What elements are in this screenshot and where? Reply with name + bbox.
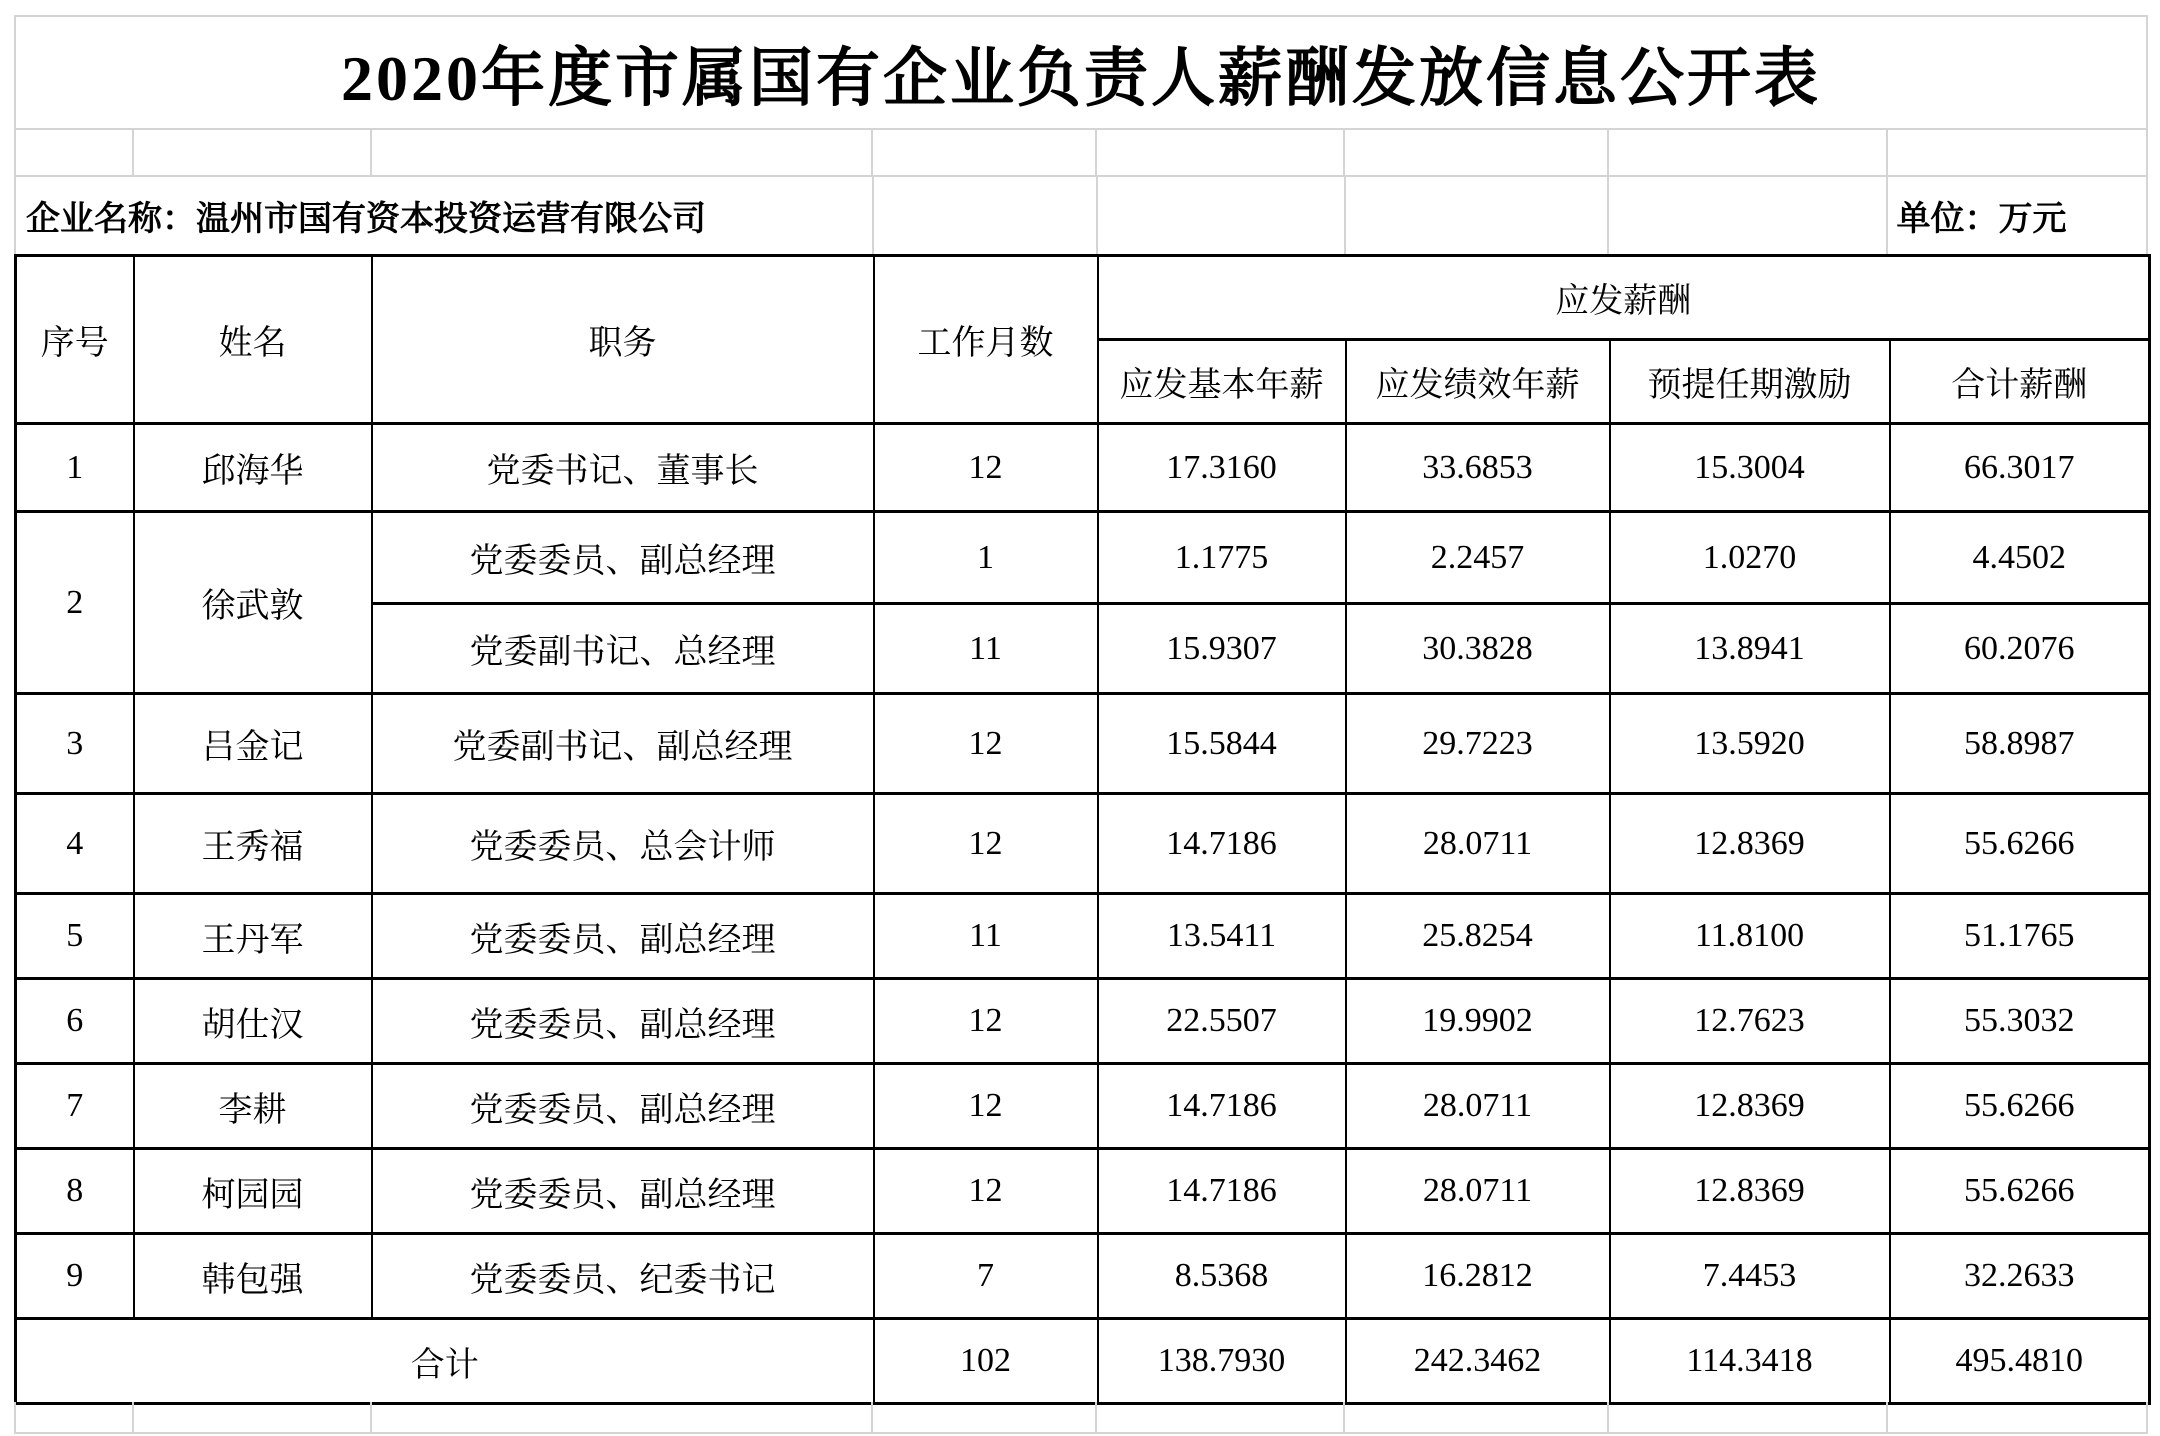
cell-incentive: 13.5920 bbox=[1610, 694, 1890, 794]
cell-months: 12 bbox=[874, 794, 1098, 894]
cell-incentive: 15.3004 bbox=[1610, 424, 1890, 512]
table-row bbox=[16, 979, 2150, 1064]
total-row bbox=[16, 1319, 2150, 1404]
col-header-name: 姓名 bbox=[134, 256, 372, 424]
cell-incentive: 12.7623 bbox=[1610, 979, 1890, 1064]
table-row bbox=[16, 794, 2150, 894]
cell-total: 51.1765 bbox=[1890, 894, 2150, 979]
grid-cell bbox=[1607, 177, 1886, 254]
cell-incentive: 13.8941 bbox=[1610, 604, 1890, 694]
unit-label: 单位：万元 bbox=[1886, 177, 2146, 254]
table-row bbox=[16, 894, 2150, 979]
cell-base: 22.5507 bbox=[1098, 979, 1346, 1064]
cell-months: 7 bbox=[874, 1234, 1098, 1319]
table-row bbox=[16, 1234, 2150, 1319]
cell-name: 李耕 bbox=[134, 1064, 372, 1149]
cell-total: 55.3032 bbox=[1890, 979, 2150, 1064]
cell-position: 党委委员、副总经理 bbox=[372, 1064, 874, 1149]
cell-seq: 8 bbox=[16, 1149, 134, 1234]
cell-seq: 3 bbox=[16, 694, 134, 794]
cell-name: 柯园园 bbox=[134, 1149, 372, 1234]
cell-name: 邱海华 bbox=[134, 424, 372, 512]
cell-seq: 4 bbox=[16, 794, 134, 894]
grid-cell bbox=[1888, 130, 2148, 175]
cell-total: 55.6266 bbox=[1890, 794, 2150, 894]
cell-months: 12 bbox=[874, 1064, 1098, 1149]
col-header-months: 工作月数 bbox=[874, 256, 1098, 424]
page-title: 2020年度市属国有企业负责人薪酬发放信息公开表 bbox=[341, 42, 1821, 114]
cell-name: 吕金记 bbox=[134, 694, 372, 794]
total-total: 495.4810 bbox=[1890, 1319, 2150, 1404]
cell-incentive: 12.8369 bbox=[1610, 1149, 1890, 1234]
grid-cell bbox=[873, 1402, 1097, 1432]
cell-base: 17.3160 bbox=[1098, 424, 1346, 512]
cell-total: 55.6266 bbox=[1890, 1064, 2150, 1149]
cell-position: 党委委员、副总经理 bbox=[372, 979, 874, 1064]
cell-position: 党委委员、副总经理 bbox=[372, 894, 874, 979]
cell-base: 8.5368 bbox=[1098, 1234, 1346, 1319]
grid-cell bbox=[1888, 1402, 2148, 1432]
total-incentive: 114.3418 bbox=[1610, 1319, 1890, 1404]
grid-cell bbox=[372, 130, 874, 175]
col-header-total: 合计薪酬 bbox=[1890, 340, 2150, 424]
cell-position: 党委副书记、副总经理 bbox=[372, 694, 874, 794]
cell-performance: 29.7223 bbox=[1346, 694, 1610, 794]
cell-incentive: 7.4453 bbox=[1610, 1234, 1890, 1319]
grid-cell bbox=[1345, 1402, 1609, 1432]
cell-total: 60.2076 bbox=[1890, 604, 2150, 694]
col-header-base: 应发基本年薪 bbox=[1098, 340, 1346, 424]
cell-seq: 5 bbox=[16, 894, 134, 979]
col-header-performance: 应发绩效年薪 bbox=[1346, 340, 1610, 424]
cell-months: 12 bbox=[874, 424, 1098, 512]
cell-performance: 28.0711 bbox=[1346, 1064, 1610, 1149]
header-row-1 bbox=[16, 256, 2150, 340]
table-row bbox=[16, 424, 2150, 512]
cell-base: 13.5411 bbox=[1098, 894, 1346, 979]
cell-position: 党委委员、副总经理 bbox=[372, 512, 874, 604]
total-base: 138.7930 bbox=[1098, 1319, 1346, 1404]
cell-performance: 30.3828 bbox=[1346, 604, 1610, 694]
table-row bbox=[16, 694, 2150, 794]
cell-seq: 2 bbox=[16, 512, 134, 694]
cell-incentive: 11.8100 bbox=[1610, 894, 1890, 979]
grid-cell bbox=[1344, 177, 1608, 254]
grid-cell bbox=[1345, 130, 1609, 175]
cell-total: 66.3017 bbox=[1890, 424, 2150, 512]
cell-base: 15.9307 bbox=[1098, 604, 1346, 694]
cell-total: 32.2633 bbox=[1890, 1234, 2150, 1319]
cell-position: 党委书记、董事长 bbox=[372, 424, 874, 512]
cell-base: 14.7186 bbox=[1098, 794, 1346, 894]
cell-performance: 28.0711 bbox=[1346, 794, 1610, 894]
col-header-seq: 序号 bbox=[16, 256, 134, 424]
total-months: 102 bbox=[874, 1319, 1098, 1404]
cell-seq: 1 bbox=[16, 424, 134, 512]
cell-incentive: 12.8369 bbox=[1610, 794, 1890, 894]
table-row bbox=[16, 1149, 2150, 1234]
grid-cell bbox=[16, 1402, 134, 1432]
cell-months: 12 bbox=[874, 1149, 1098, 1234]
empty-grid-row-bottom bbox=[14, 1402, 2148, 1434]
grid-cell bbox=[1097, 1402, 1345, 1432]
grid-cell bbox=[1609, 1402, 1889, 1432]
cell-performance: 19.9902 bbox=[1346, 979, 1610, 1064]
cell-performance: 16.2812 bbox=[1346, 1234, 1610, 1319]
cell-position: 党委委员、纪委书记 bbox=[372, 1234, 874, 1319]
cell-name: 徐武敦 bbox=[134, 512, 372, 694]
cell-months: 11 bbox=[874, 604, 1098, 694]
col-header-incentive: 预提任期激励 bbox=[1610, 340, 1890, 424]
grid-cell bbox=[134, 1402, 372, 1432]
grid-cell bbox=[372, 1402, 874, 1432]
table-row bbox=[16, 1064, 2150, 1149]
cell-months: 11 bbox=[874, 894, 1098, 979]
cell-performance: 28.0711 bbox=[1346, 1149, 1610, 1234]
salary-table bbox=[14, 254, 2151, 1405]
cell-base: 1.1775 bbox=[1098, 512, 1346, 604]
cell-name: 韩包强 bbox=[134, 1234, 372, 1319]
grid-cell bbox=[872, 177, 1096, 254]
cell-position: 党委委员、总会计师 bbox=[372, 794, 874, 894]
cell-total: 55.6266 bbox=[1890, 1149, 2150, 1234]
col-header-salary-group: 应发薪酬 bbox=[1098, 256, 2150, 340]
company-name-label: 企业名称：温州市国有资本投资运营有限公司 bbox=[26, 201, 706, 238]
cell-seq: 9 bbox=[16, 1234, 134, 1319]
cell-seq: 7 bbox=[16, 1064, 134, 1149]
grid-cell bbox=[1097, 130, 1345, 175]
grid-cell bbox=[873, 130, 1097, 175]
empty-grid-row-top bbox=[14, 130, 2148, 175]
cell-performance: 25.8254 bbox=[1346, 894, 1610, 979]
cell-incentive: 1.0270 bbox=[1610, 512, 1890, 604]
cell-performance: 33.6853 bbox=[1346, 424, 1610, 512]
cell-incentive: 12.8369 bbox=[1610, 1064, 1890, 1149]
cell-name: 王秀福 bbox=[134, 794, 372, 894]
cell-position: 党委委员、副总经理 bbox=[372, 1149, 874, 1234]
grid-cell bbox=[1609, 130, 1889, 175]
cell-performance: 2.2457 bbox=[1346, 512, 1610, 604]
company-row bbox=[14, 175, 2148, 254]
cell-name: 王丹军 bbox=[134, 894, 372, 979]
cell-position: 党委副书记、总经理 bbox=[372, 604, 874, 694]
cell-total: 58.8987 bbox=[1890, 694, 2150, 794]
title-row bbox=[14, 15, 2148, 130]
cell-total: 4.4502 bbox=[1890, 512, 2150, 604]
cell-base: 14.7186 bbox=[1098, 1064, 1346, 1149]
grid-cell bbox=[1096, 177, 1344, 254]
cell-months: 1 bbox=[874, 512, 1098, 604]
col-header-position: 职务 bbox=[372, 256, 874, 424]
cell-name: 胡仕汉 bbox=[134, 979, 372, 1064]
table-row bbox=[16, 512, 2150, 604]
cell-months: 12 bbox=[874, 979, 1098, 1064]
total-performance: 242.3462 bbox=[1346, 1319, 1610, 1404]
cell-seq: 6 bbox=[16, 979, 134, 1064]
cell-months: 12 bbox=[874, 694, 1098, 794]
cell-base: 14.7186 bbox=[1098, 1149, 1346, 1234]
cell-base: 15.5844 bbox=[1098, 694, 1346, 794]
grid-cell bbox=[134, 130, 372, 175]
grid-cell bbox=[16, 130, 134, 175]
total-row-label: 合计 bbox=[16, 1319, 874, 1404]
